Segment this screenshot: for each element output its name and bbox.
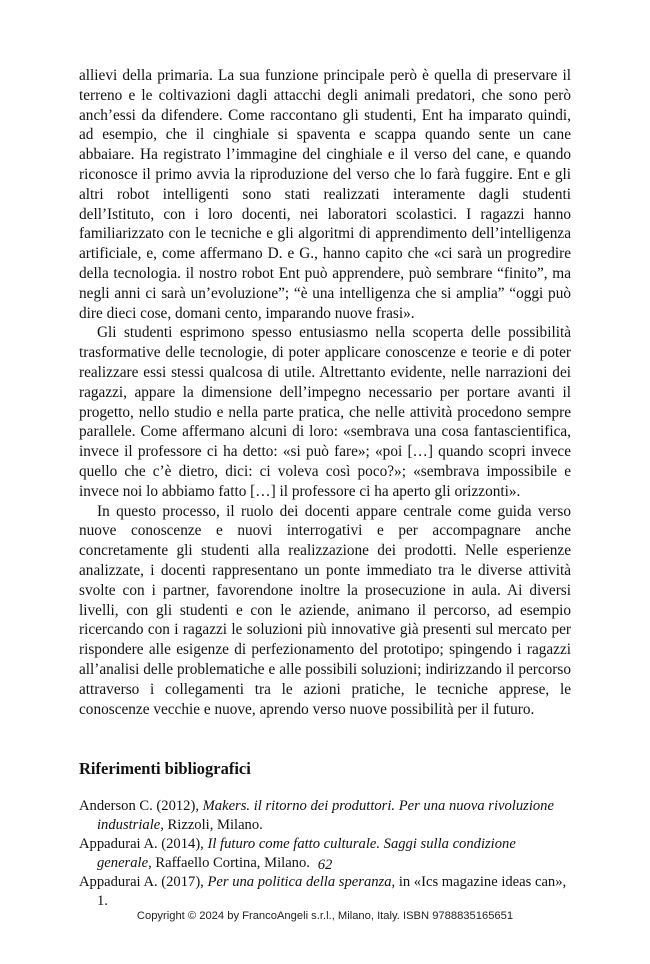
reference-item (79, 873, 571, 910)
reference-title: Makers. il ritorno dei produttori. Per una nuova rivoluzione industriale (97, 798, 554, 833)
references-list (79, 797, 571, 911)
reference-author: Appadurai A. (2014), (79, 836, 208, 853)
references-heading: Riferimenti bibliografici (79, 759, 251, 779)
reference-publisher: , Rizzoli, Milano. (160, 816, 263, 833)
reference-author: Anderson C. (2012), (79, 798, 203, 815)
reference-publisher: , Raffaello Cortina, Milano. (148, 854, 310, 871)
body-paragraph: allievi della primaria. La sua funzione principale però è quella di preservare il terreno e le coltivazioni dagli attacchi degli animali predatori, che sono però anch’essi da difendere. Come raccontano gli studenti, Ent ha imparato quindi, ad esempio, che il cinghiale si spaventa e scappa quando sente un cane abbaiare. Ha registrato l’immagine del cinghiale e il verso del cane, e quando riconosce il primo avvia la riproduzione del verso che lo farà fuggire. Ent e gli altri robot intelligenti sono stati realizzati interamente dagli studenti dell’Istituto, con i loro docenti, nei laboratori scolastici. I ragazzi hanno familiarizzato con le tecniche e gli algoritmi di apprendimento dell’intelligenza artificiale, e, come affermano D. e G., hanno capito che «ci sarà un progredire della tecnologia. il nostro robot Ent può apprendere, può sembrare “finito”, ma negli anni ci sarà un’evoluzione”; “è una intelligenza che si amplia” “oggi può dire dieci cose, domani cento, imparando nuove frasi». (79, 67, 571, 322)
reference-author: Appadurai A. (2017), (79, 874, 208, 891)
reference-title: Per una politica della speranza (207, 874, 392, 891)
page-content (79, 66, 571, 911)
body-paragraph: Gli studenti esprimono spesso entusiasmo nella scoperta delle possibilità trasformative delle tecnologie, di poter applicare conoscenze e teorie e di poter realizzare essi stessi qualcosa di utile. Altrettanto evidente, nelle narrazioni dei ragazzi, appare la dimensione dell’impegno necessario per portare avanti il progetto, nello studio e nella parte pratica, che nelle attività procedono sempre parallele. Come affermano alcuni di loro: «sembrava una cosa fantascientifica, invece il professore ci ha detto: «si può fare»; «poi […] quando scopri invece quello che c’è dietro, dici: ci voleva così poco?»; «sembrava impossibile e invece noi lo abbiamo fatto […] il professore ci ha aperto gli orizzonti». (79, 324, 571, 500)
copyright-notice: Copyright © 2024 by FrancoAngeli s.r.l., Milano, Italy. ISBN 9788835165651 (136, 910, 514, 922)
reference-publisher: , in «Ics magazine ideas can», 1. (97, 874, 567, 910)
body-paragraph: In questo processo, il ruolo dei docenti appare centrale come guida verso nuove conoscenze e nuovi interrogativi e per accompagnare anche concretamente gli studenti alla realizzazione dei prodotti. Nelle esperienze analizzate, i docenti rappresentano un ponte immediato tra le diverse attività svolte con i partner, favorendone inoltre la prosecuzione in aula. Ai diversi livelli, con gli studenti e con le aziende, animano il percorso, ad esempio ricercando con i ragazzi le soluzioni più innovative già presenti sul mercato per rispondere alle esigenze di perfezionamento del prototipo; spingendo i ragazzi all’analisi delle problematiche e alle possibili soluzioni; indirizzando il percorso attraverso i collegamenti tra le azioni pratiche, le tecniche apprese, le conoscenze vecchie e nuove, aprendo verso nuove possibilità per il futuro. (79, 502, 571, 718)
reference-title: Il futuro come fatto culturale. Saggi sulla condizione generale (97, 836, 516, 871)
reference-item (79, 797, 571, 834)
page-number: 62 (317, 857, 333, 873)
